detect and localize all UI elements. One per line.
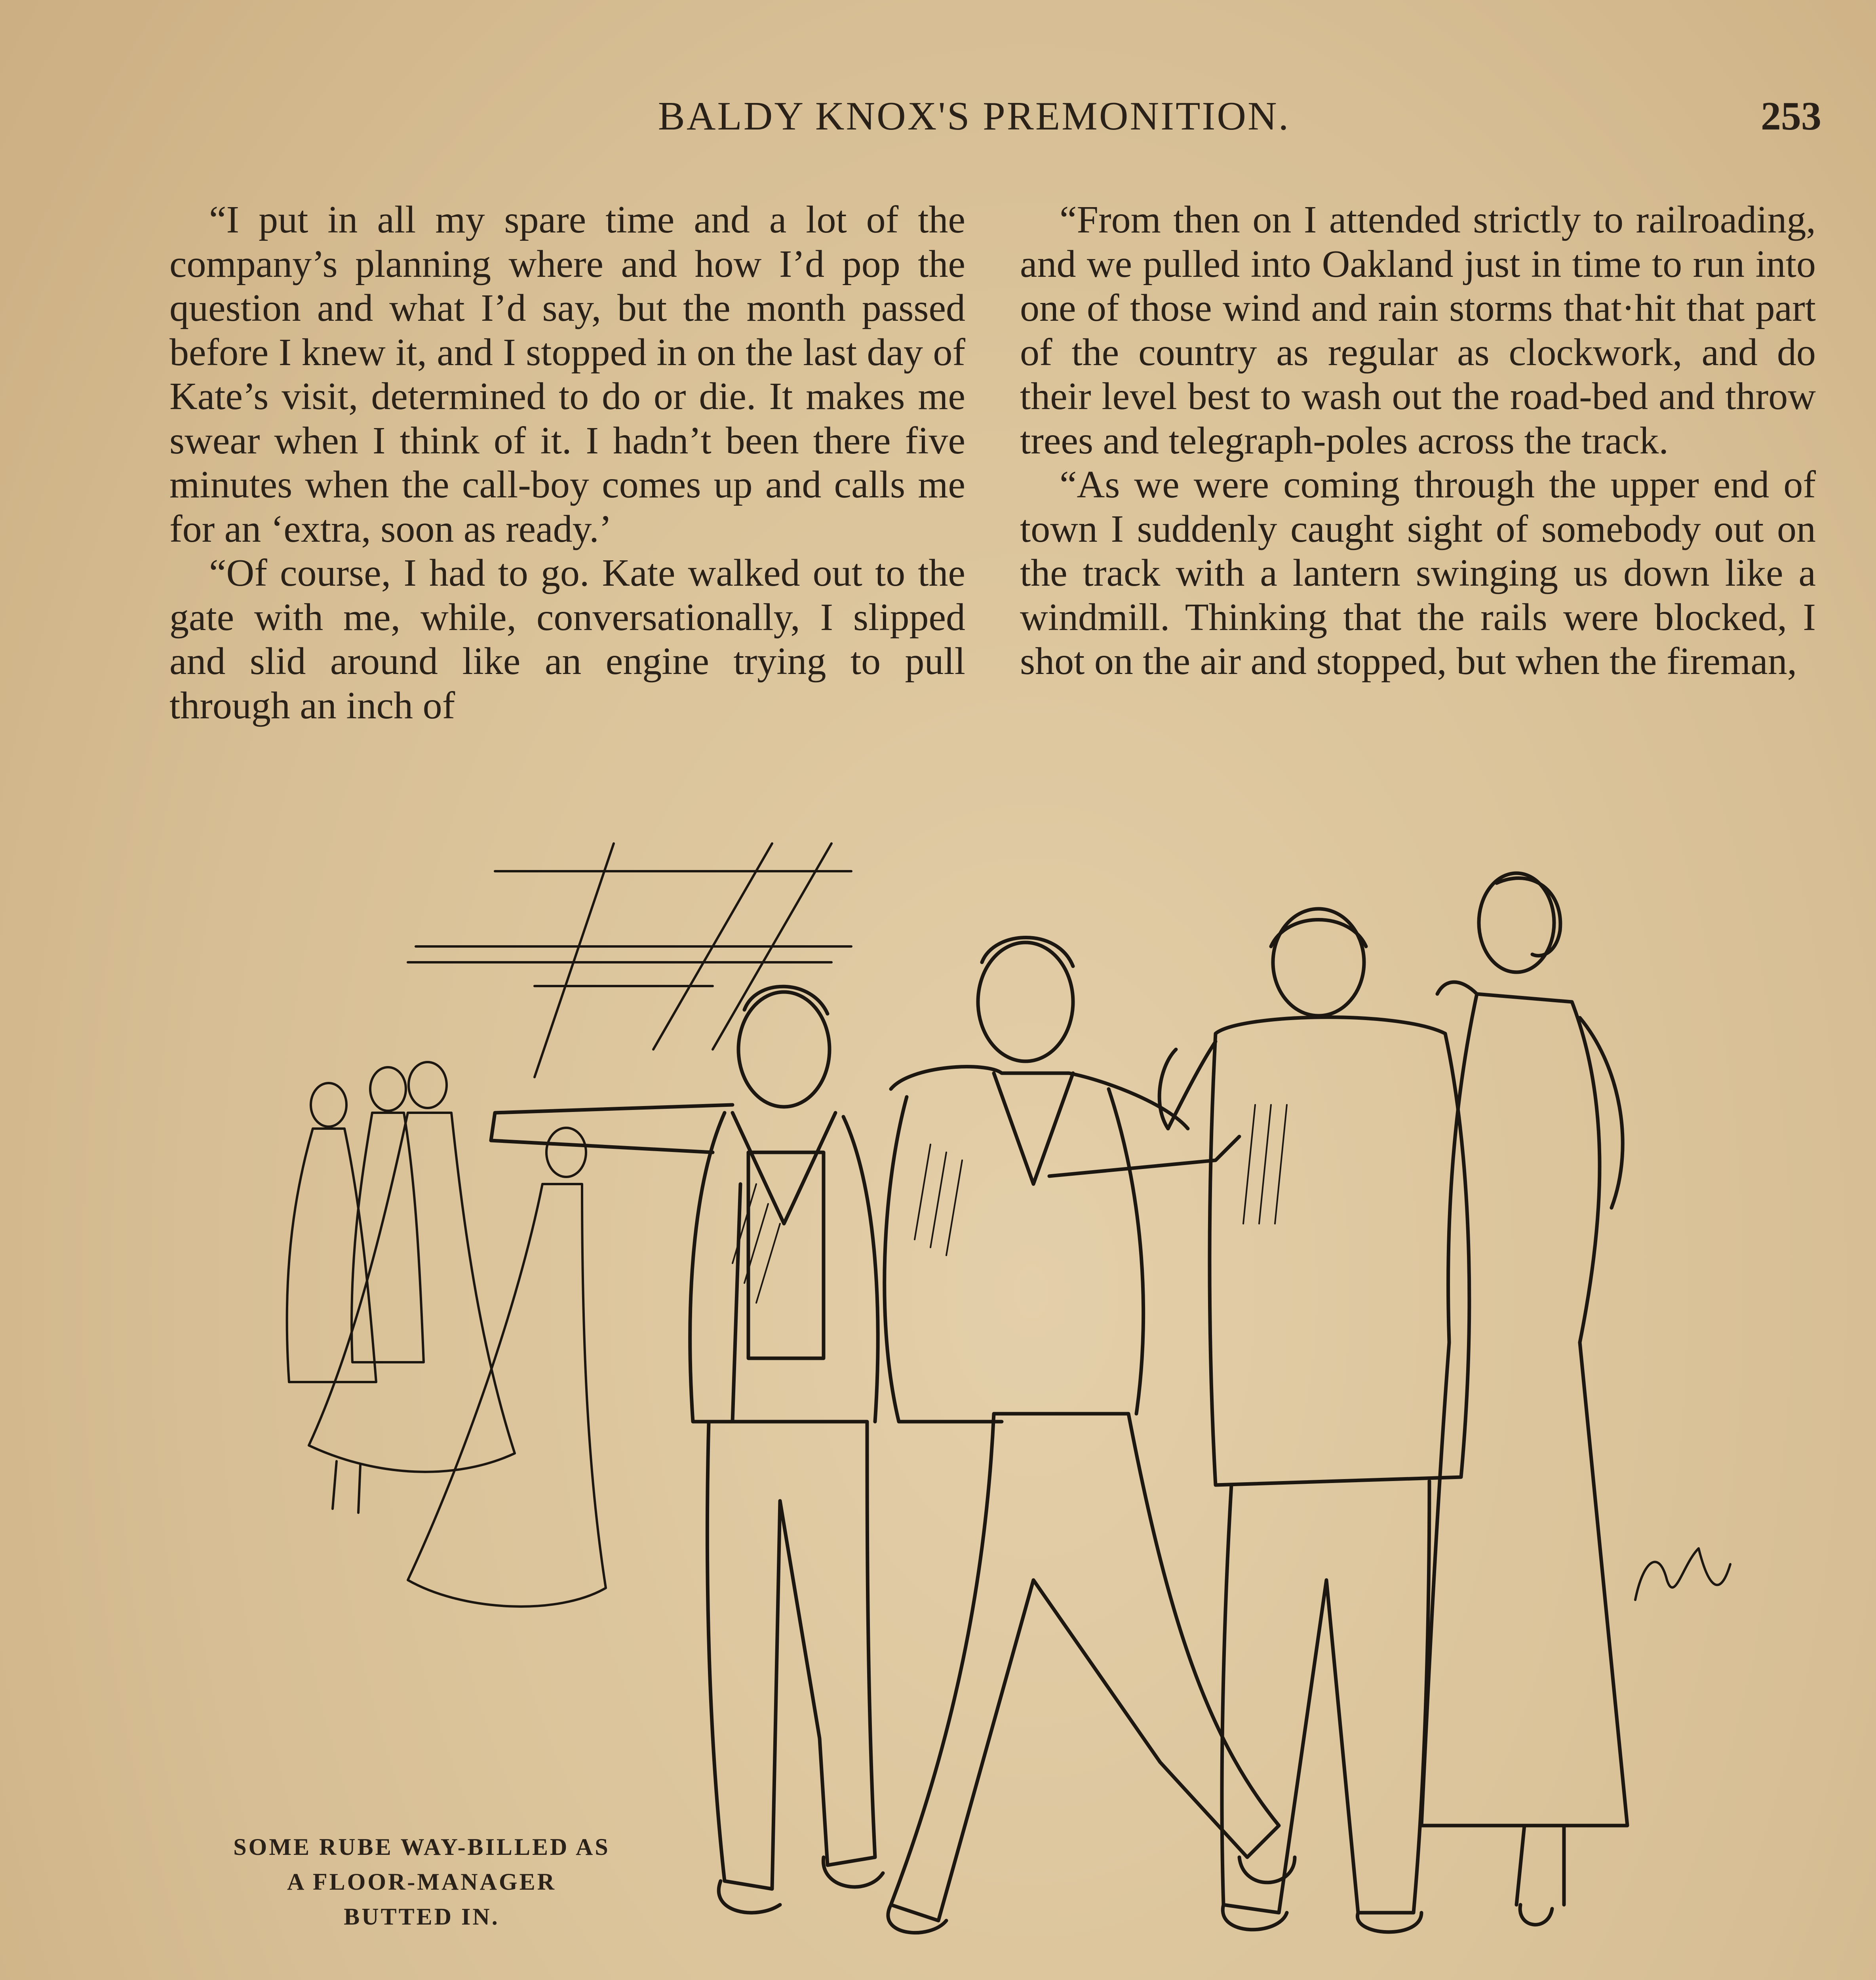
caption-line: BUTTED IN. — [344, 1904, 500, 1930]
illustration-caption — [174, 1830, 669, 1934]
caption-line: A FLOOR-MANAGER — [287, 1869, 556, 1895]
paragraph: “I put in all my spare time and a lot of the company’s planning where and how I’d pop the question and what I’d say, but the month passed before I knew it, and I stopped in on the last day of Kate’s visit, determined to do or die. It makes me swear when I think of it. I hadn’t been there five minutes when the call-boy comes up and calls me for an ‘extra, soon as ready.’ — [169, 198, 965, 550]
ink-hatching — [733, 1105, 1287, 1303]
column-top-right — [1020, 198, 1816, 684]
paragraph: “Of course, I had to go. Kate walked out to the gate with me, while, conversationally, I slipped and slid around like an engine trying to pull through an inch of — [169, 552, 965, 727]
artist-signature — [1635, 1548, 1730, 1600]
woman-figure — [1421, 873, 1627, 1925]
older-man-figure — [491, 986, 883, 1913]
caption-line: SOME RUBE WAY-BILLED AS — [233, 1834, 610, 1860]
young-man-figure — [885, 938, 1295, 1933]
background-rafters — [408, 843, 851, 1077]
page-number: 253 — [1761, 94, 1821, 139]
paragraph: “From then on I attended strictly to railroading, and we pulled into Oakland just in time to run into one of those wind and rain storms that·hit that part of the country as regular as clockwork, and do their level best to wash out the road-bed and throw trees and telegraph-poles across the track. — [1020, 198, 1816, 462]
running-header-title: BALDY KNOX'S PREMONITION. — [658, 94, 1290, 139]
column-top-left — [169, 198, 965, 728]
paragraph: “As we were coming through the upper end of town I suddenly caught sight of somebody out on the track with a lantern swinging us down like a windmill. Thinking that the rails were blocked, I shot on the air and stopped, but when the fireman, — [1020, 463, 1816, 683]
dance-scene-illustration — [257, 828, 1762, 1944]
